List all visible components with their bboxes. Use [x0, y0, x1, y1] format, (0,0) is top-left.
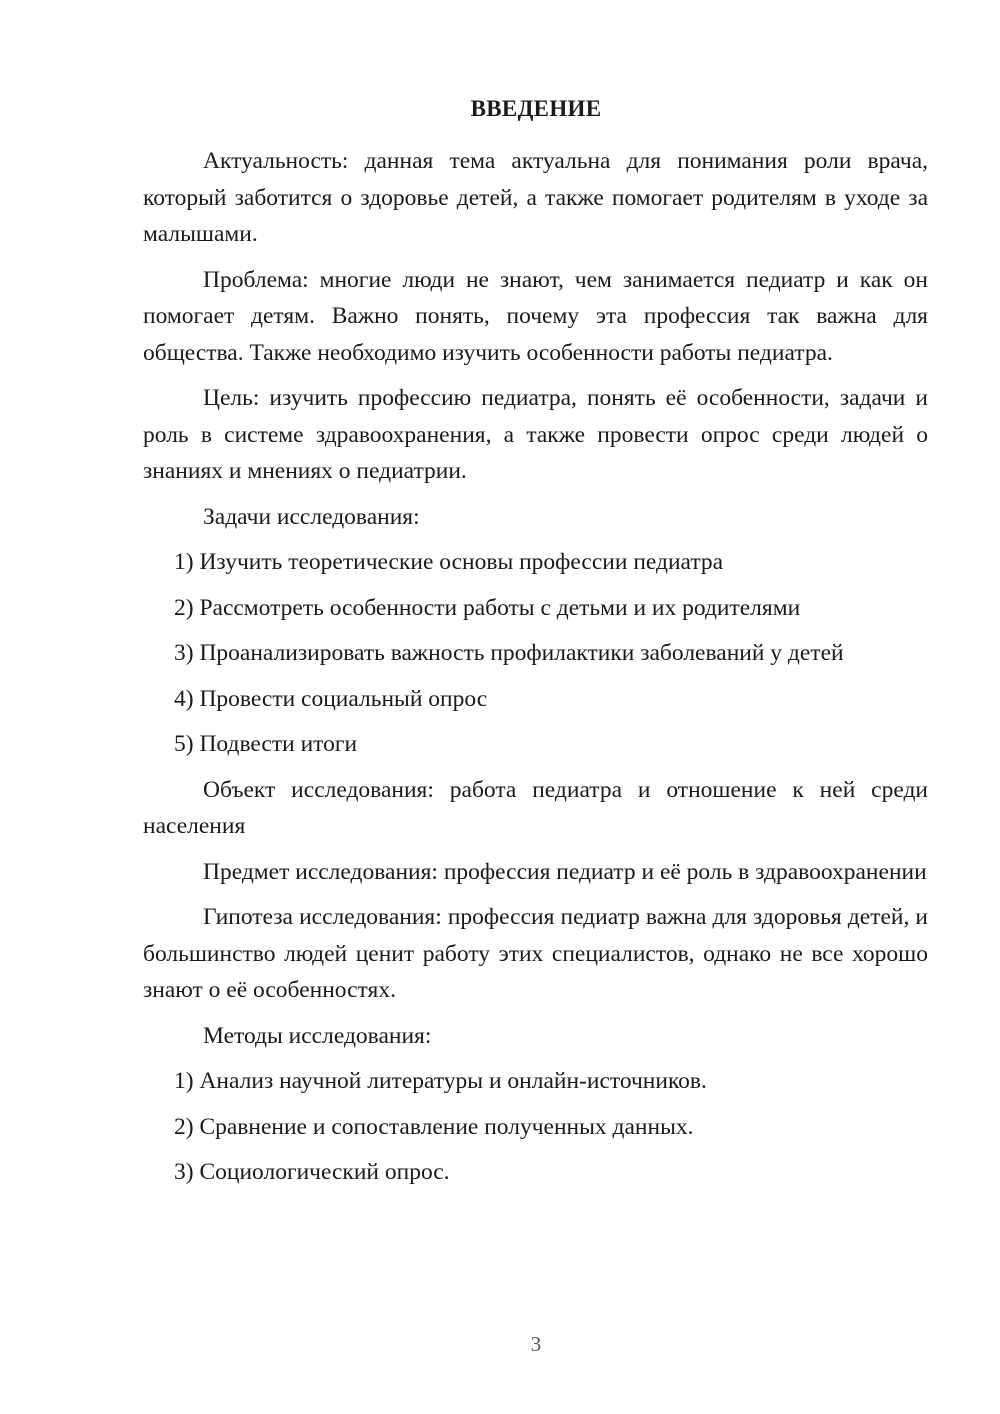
list-item: 4) Провести социальный опрос — [174, 685, 488, 712]
page-number: 3 — [530, 1332, 542, 1356]
section-title: ВВЕДЕНИЕ — [470, 96, 602, 121]
subject-paragraph: Предмет исследования: профессия педиатр и её роль в здравоохранении — [203, 858, 927, 885]
relevance-paragraph: Актуальность: данная тема актуальна для понимания роли врача, который заботится о здоровье детей, а также помогает родителям в уходе за малышами. — [143, 148, 928, 247]
list-item: 1) Изучить теоретические основы профессии педиатра — [174, 549, 724, 575]
methods-heading: Методы исследования: — [203, 1022, 432, 1049]
goal-paragraph: Цель: изучить профессию педиатра, понять её особенности, задачи и роль в системе здравоохранения, а также провести опрос среди людей о знаниях и мнениях о педиатрии. — [143, 385, 928, 484]
tasks-heading: Задачи исследования: — [203, 503, 420, 530]
list-item: 1) Анализ научной литературы и онлайн-источников. — [174, 1068, 707, 1094]
list-item: 3) Социологический опрос. — [174, 1159, 450, 1185]
tasks-list — [143, 544, 928, 763]
methods-list — [143, 1063, 928, 1191]
object-paragraph: Объект исследования: работа педиатра и отношение к ней среди населения — [143, 776, 928, 839]
list-item: 2) Сравнение и сопоставление полученных данных. — [174, 1113, 694, 1140]
problem-paragraph: Проблема: многие люди не знают, чем занимается педиатр и как он помогает детям. Важно понять, почему эта профессия так важна для общества. Также необходимо изучить особенности работы педиатра. — [143, 266, 928, 366]
document-body — [143, 143, 928, 1200]
list-item: 3) Проанализировать важность профилактики заболеваний у детей — [174, 640, 844, 666]
list-item: 2) Рассмотреть особенности работы с детьми и их родителями — [174, 594, 801, 621]
list-item: 5) Подвести итоги — [174, 731, 358, 757]
hypothesis-paragraph: Гипотеза исследования: профессия педиатр важна для здоровья детей, и большинство людей ценит работу этих специалистов, однако не все хорошо знают о её особенностях. — [143, 904, 928, 1003]
